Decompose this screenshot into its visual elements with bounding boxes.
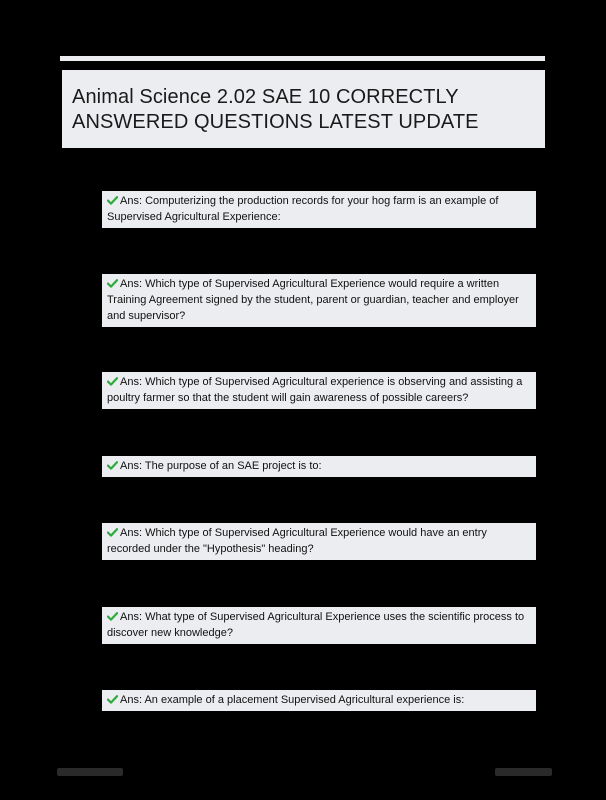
check-icon <box>107 196 118 205</box>
top-divider <box>60 56 545 61</box>
title-banner <box>62 70 545 148</box>
check-icon <box>107 695 118 704</box>
check-icon <box>107 461 118 470</box>
answer-text: Ans: An example of a placement Supervised Agricultural experience is: <box>120 694 465 706</box>
answer-item <box>102 456 536 477</box>
answer-text: Ans: What type of Supervised Agricultural Experience uses the scientific process to discover new knowledge? <box>107 611 525 639</box>
answer-text: Ans: The purpose of an SAE project is to: <box>120 460 322 472</box>
page-title: Animal Science 2.02 SAE 10 CORRECTLY ANSWERED QUESTIONS LATEST UPDATE <box>72 86 479 133</box>
footer-watermark-left <box>57 768 123 776</box>
answer-item <box>102 523 536 560</box>
answer-item <box>102 690 536 711</box>
answer-text: Ans: Which type of Supervised Agricultural Experience would require a written Training Agreement signed by the student, parent or guardian, teacher and employer and supervisor? <box>107 278 519 322</box>
check-icon <box>107 279 118 288</box>
answer-text: Ans: Computerizing the production records for your hog farm is an example of Supervised Agricultural Experience: <box>107 195 499 223</box>
check-icon <box>107 377 118 386</box>
answer-item <box>102 191 536 228</box>
check-icon <box>107 612 118 621</box>
answer-text: Ans: Which type of Supervised Agricultural experience is observing and assisting a poultry farmer so that the student will gain awareness of possible careers? <box>107 376 523 404</box>
answer-item <box>102 372 536 409</box>
check-icon <box>107 528 118 537</box>
answer-item <box>102 607 536 644</box>
answer-item <box>102 274 536 327</box>
footer-page-marker <box>495 768 552 776</box>
answer-text: Ans: Which type of Supervised Agricultural Experience would have an entry recorded under the "Hypothesis" heading? <box>107 527 487 555</box>
